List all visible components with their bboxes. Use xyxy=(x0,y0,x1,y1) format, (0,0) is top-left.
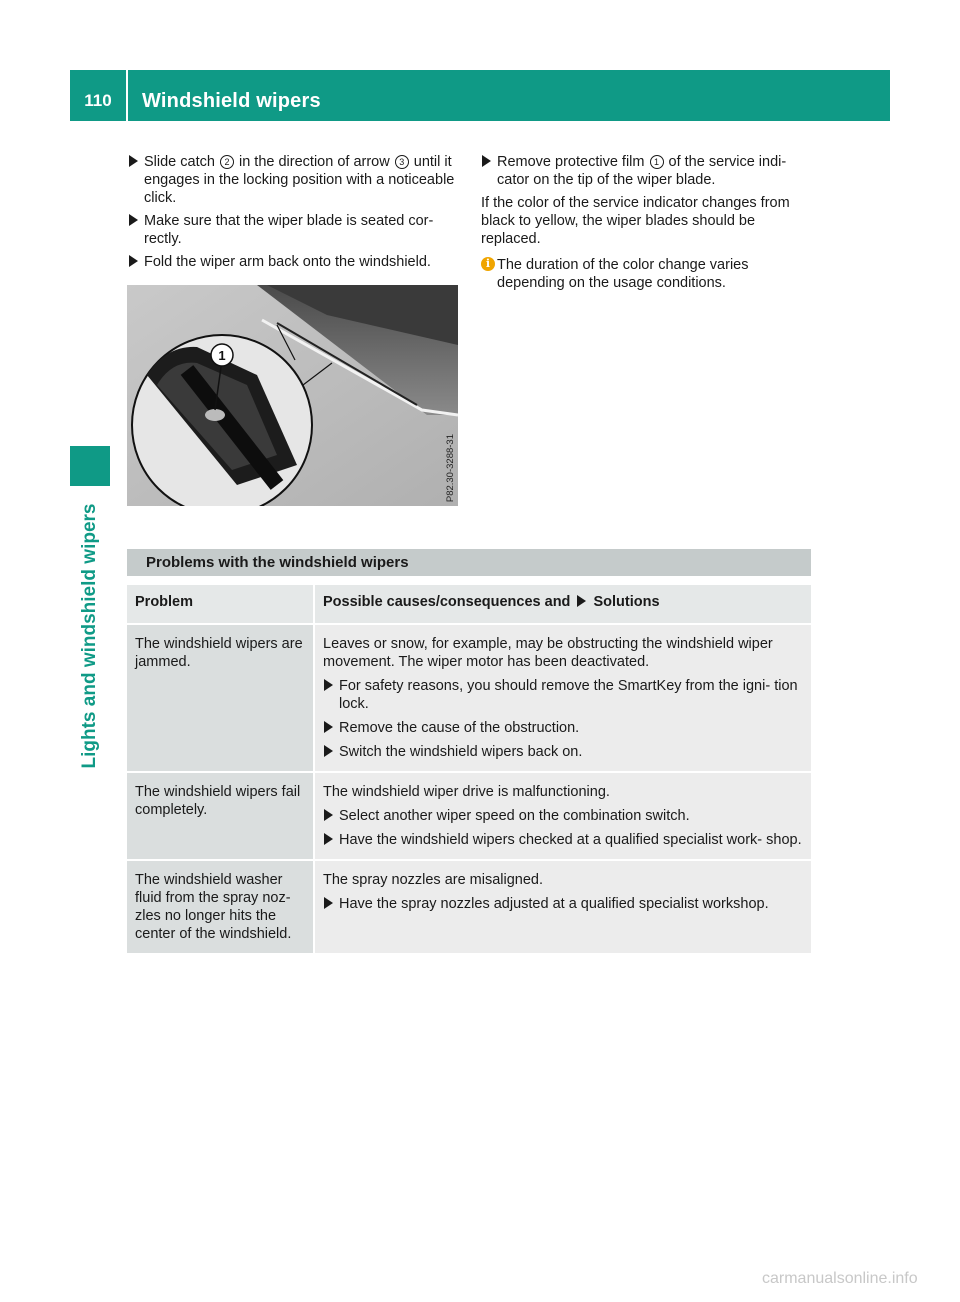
step-check-seated xyxy=(128,212,460,248)
cause-text: The windshield wiper drive is malfunctioning. xyxy=(323,784,610,800)
solution-cell xyxy=(314,624,811,772)
wiper-blade-illustration xyxy=(127,285,458,506)
footer-watermark: carmanualsonline.info xyxy=(762,1270,918,1287)
step-text: Switch the windshield wipers back on. xyxy=(339,744,583,760)
step-fold-arm xyxy=(128,253,460,271)
side-chapter-label xyxy=(70,493,110,778)
step-arrow-icon xyxy=(324,721,333,733)
right-column xyxy=(481,153,812,292)
step-arrow-icon xyxy=(324,809,333,821)
table-row xyxy=(127,624,811,772)
info-text: The duration of the color change varies depending on the usage conditions. xyxy=(497,257,749,291)
step-text: Remove protective film xyxy=(497,154,649,170)
info-icon: i xyxy=(481,257,495,271)
header-text: Possible causes/consequences and xyxy=(323,594,575,610)
page-number: 110 xyxy=(70,70,128,121)
step-text: in the direction of arrow xyxy=(234,154,394,170)
solution-step xyxy=(323,831,803,849)
step-text: Have the windshield wipers checked at a qualified specialist work- shop. xyxy=(339,832,802,848)
cause-text: The spray nozzles are misaligned. xyxy=(323,872,544,888)
problem-cell: The windshield wipers are jammed. xyxy=(127,624,314,772)
solution-step xyxy=(323,677,803,713)
page-title: Windshield wipers xyxy=(142,90,321,112)
step-text: For safety reasons, you should remove the SmartKey from the igni- tion lock. xyxy=(339,678,798,712)
solution-cell xyxy=(314,772,811,860)
wiper-illustration-svg xyxy=(127,285,458,506)
table-header-row xyxy=(127,585,811,624)
step-slide-catch xyxy=(128,153,460,207)
solution-step xyxy=(323,743,803,761)
step-arrow-icon xyxy=(324,679,333,691)
problem-cell: The windshield washer fluid from the spray noz- zles no longer hits the center of the windshield. xyxy=(127,860,314,954)
column-header-problem: Problem xyxy=(127,585,314,624)
step-arrow-icon xyxy=(129,214,138,226)
step-arrow-icon xyxy=(129,155,138,167)
figure-code: P82.30-3288-31 xyxy=(445,433,456,502)
problems-table xyxy=(127,585,811,955)
step-text: of the service indi- cator on the tip of the wiper blade. xyxy=(497,154,787,188)
side-chapter-text: Lights and windshield wipers xyxy=(79,503,100,768)
callout-1-icon: 1 xyxy=(650,155,664,169)
table-row xyxy=(127,860,811,954)
solution-cell xyxy=(314,860,811,954)
service-indicator-paragraph: If the color of the service indicator changes from black to yellow, the wiper blades should be replaced. xyxy=(481,195,790,247)
table-row xyxy=(127,772,811,860)
callout-2-icon: 2 xyxy=(220,155,234,169)
step-arrow-icon xyxy=(324,745,333,757)
step-text: Fold the wiper arm back onto the windshield. xyxy=(144,254,431,270)
step-text: Slide catch xyxy=(144,154,219,170)
column-header-causes xyxy=(314,585,811,624)
header-text: Solutions xyxy=(589,594,660,610)
info-note xyxy=(481,256,812,292)
step-text: Select another wiper speed on the combination switch. xyxy=(339,808,690,824)
solution-step xyxy=(323,719,803,737)
solution-step xyxy=(323,807,803,825)
step-arrow-icon xyxy=(324,897,333,909)
step-arrow-icon xyxy=(129,255,138,267)
solution-arrow-icon xyxy=(577,595,586,607)
problem-cell: The windshield wipers fail completely. xyxy=(127,772,314,860)
step-text: until it engages in the locking position with a noticeable click. xyxy=(144,154,455,206)
step-remove-film xyxy=(481,153,812,189)
solution-step xyxy=(323,895,803,913)
cause-text: Leaves or snow, for example, may be obstructing the windshield wiper movement. The wiper motor has been deactivated. xyxy=(323,636,773,670)
step-text: Remove the cause of the obstruction. xyxy=(339,720,580,736)
problems-table-section xyxy=(127,549,811,955)
step-arrow-icon xyxy=(482,155,491,167)
header-bar xyxy=(70,70,890,121)
callout-3-icon: 3 xyxy=(395,155,409,169)
step-text: Have the spray nozzles adjusted at a qualified specialist workshop. xyxy=(339,896,769,912)
step-arrow-icon xyxy=(324,833,333,845)
step-text: Make sure that the wiper blade is seated cor- rectly. xyxy=(144,213,434,247)
side-tab-marker xyxy=(70,446,110,486)
table-title: Problems with the windshield wipers xyxy=(127,549,811,576)
left-column xyxy=(128,153,460,276)
figure-callout-1: 1 xyxy=(218,348,226,363)
